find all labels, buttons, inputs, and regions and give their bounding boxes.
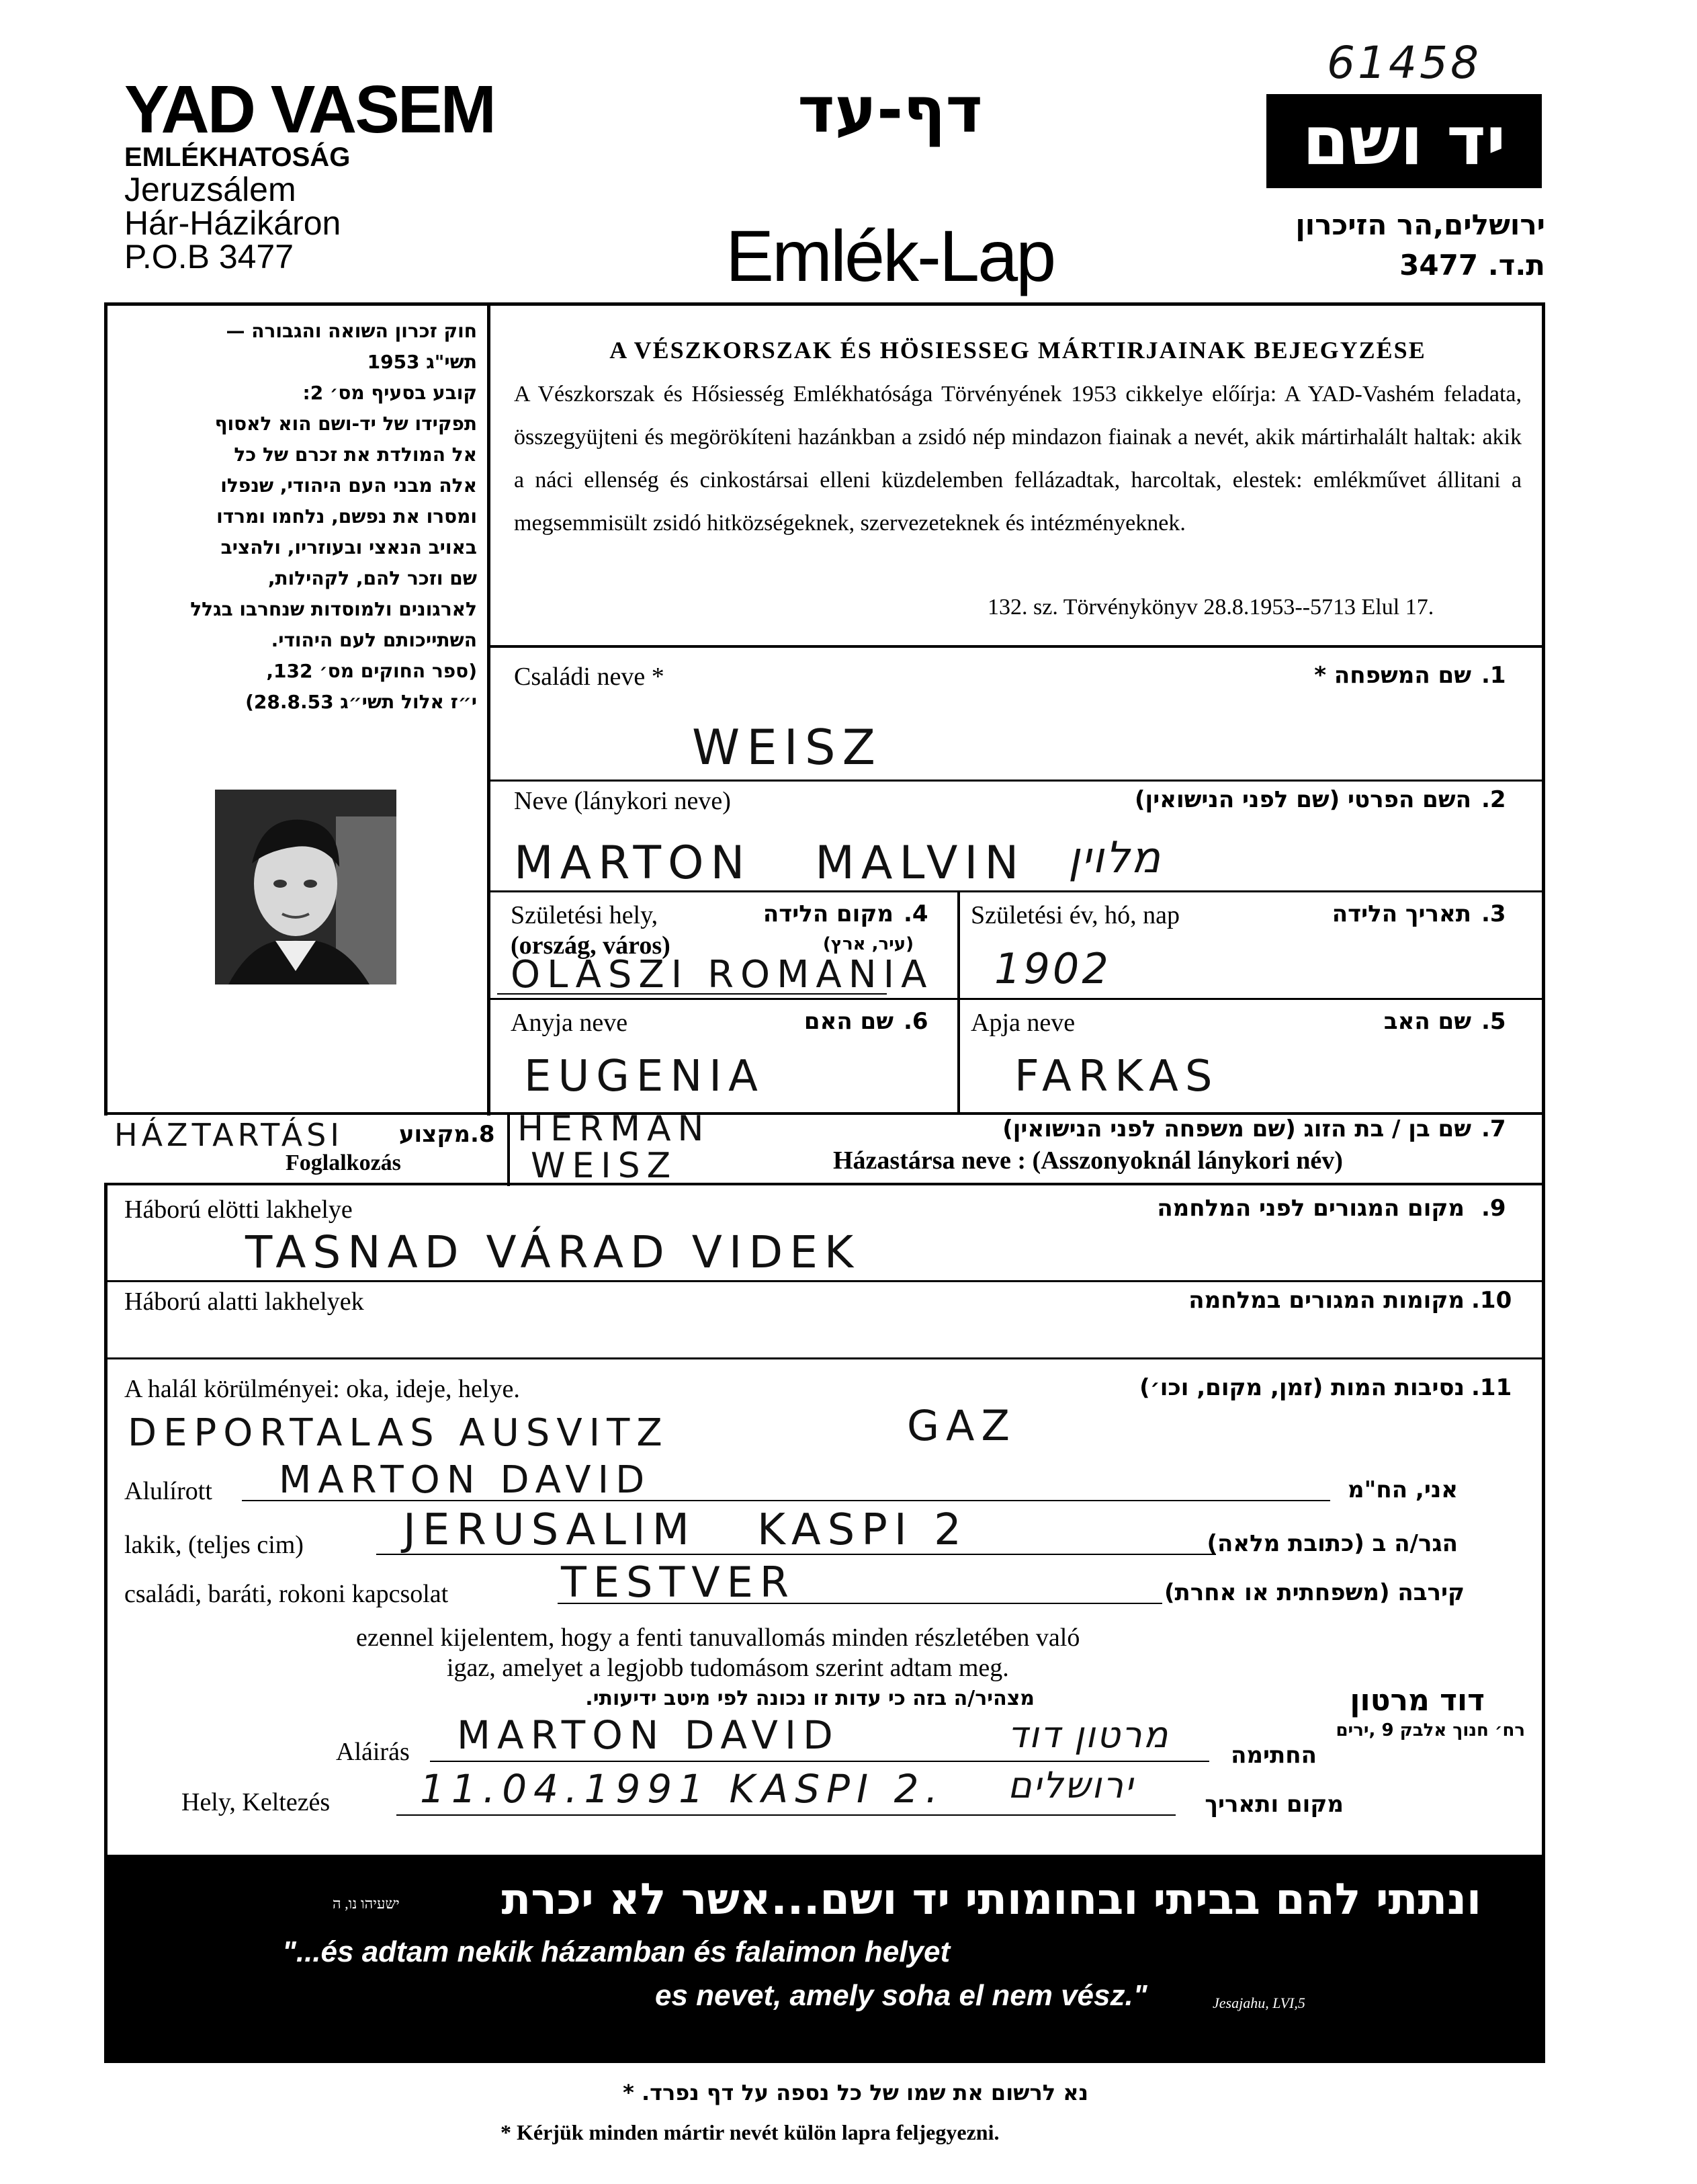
birthdate-heb-label: תאריך הלידה: [1332, 900, 1471, 927]
father-heb-label: שם האב: [1383, 1008, 1471, 1035]
place-date-heb-label: מקום ותאריך: [1205, 1791, 1344, 1818]
row6-line: [104, 1280, 1545, 1282]
law-line: קובע בסעיף מס׳ 2:: [302, 382, 477, 404]
org-pob: P.O.B 3477: [124, 238, 294, 276]
banner-hebrew-ref: ישעיהו נו, ה: [333, 1895, 400, 1912]
frame-top: [104, 302, 1545, 306]
occupation-heb-label: מקצוע: [398, 1121, 470, 1148]
victim-photo: [215, 790, 396, 984]
place-date-label: Hely, Keltezés: [181, 1788, 331, 1816]
row2-line: [487, 890, 1545, 892]
org-city: Jeruzsálem: [124, 171, 296, 208]
signature-label: Aláirás: [336, 1738, 410, 1766]
declaration-line-1: ezennel kijelentem, hogy a fenti tanuvallomás minden részletében való: [356, 1624, 1080, 1652]
law-line: חוק זכרון השואה והגבורה —: [226, 320, 477, 342]
law-line: תפקידו של יד-ושם הוא לאסוף: [214, 413, 477, 435]
mother-value[interactable]: EUGENIA: [524, 1052, 765, 1101]
spouse-label: Házastársa neve : (Asszonyoknál lánykori név): [833, 1146, 1343, 1175]
law-line: אל המולדת את זכרם של כל: [234, 444, 477, 466]
signature-heb-label: החתימה: [1231, 1742, 1317, 1769]
surname-heb-label: שם המשפחה *: [1314, 662, 1471, 689]
law-line: שם וזכר להם, לקהילות,: [267, 567, 477, 589]
prewar-residence-value[interactable]: TASNAD VÁRAD VIDEK: [245, 1226, 861, 1278]
first-name-num: .2: [1481, 786, 1506, 813]
banner-hungarian-2: es nevet, amely soha el nem vész.": [655, 1979, 1147, 2012]
occupation-value[interactable]: HÁZTARTÁSI: [114, 1117, 343, 1153]
hebrew-pob: ת.ד. 3477: [1399, 249, 1545, 282]
row5-line: [104, 1183, 1545, 1185]
death-circumstances-value[interactable]: DEPORTALAS AUSVITZ: [128, 1411, 669, 1455]
wartime-residence-heb-label: מקומות המגורים במלחמה: [1188, 1287, 1465, 1314]
portrait-image: [215, 790, 396, 984]
birthplace-num: .4: [904, 900, 928, 927]
signature-value[interactable]: MARTON DAVID: [457, 1712, 840, 1758]
undersigned-label: Alulírott: [124, 1477, 212, 1505]
birthplace-value[interactable]: OLASZI ROMANIA: [511, 953, 934, 997]
yad-vashem-logo: יד ושם: [1266, 94, 1542, 188]
relation-label: családi, baráti, rokoni kapcsolat: [124, 1580, 449, 1608]
birthplace-underline: [497, 993, 887, 995]
intro-citation: 132. sz. Törvénykönyv 28.8.1953--5713 Elul 17.: [988, 595, 1434, 620]
declaration-line-2: igaz, amelyet a legjobb tudomásom szerint adtam meg.: [447, 1654, 1009, 1682]
surname-value[interactable]: WEISZ: [692, 719, 882, 775]
undersigned-heb-label: אני, הח"מ: [1348, 1476, 1458, 1503]
stamp-name: דוד מרטון: [1350, 1683, 1485, 1718]
form-title: Emlék-Lap: [726, 215, 1055, 296]
banner-hungarian-1: "...és adtam nekik házamban és falaimon helyet: [282, 1935, 951, 1968]
law-line: תשי"ג 1953: [367, 351, 477, 373]
banner-hungarian-ref: Jesajahu, LVI,5: [1213, 1994, 1305, 2011]
death-circumstances-value-2[interactable]: GAZ: [907, 1401, 1016, 1450]
first-name-heb-label: השם הפרטי (שם לפני הנישואין): [1134, 786, 1471, 813]
intro-body: A Vészkorszak és Hősiesség Emlékhatósága Törvényének 1953 cikkelye előírja: A YAD-Vashém feladata, összegyüjteni és megörökíteni hazánkban a zsidó nép mindazon fiainak a nevét, akik mártirhalált haltak: akik a náci ellenség és cinkostársai elleni küzdelemben fellázadtak, harcoltak, elestek: emlékművet állitani a megsemmisült zsidó hitközségeknek, szervezeteknek és intézményeknek.: [514, 382, 1522, 536]
stamp-address: רח׳ חנוך אלבק 9 ,ירים: [1336, 1720, 1525, 1740]
death-circumstances-heb-label: נסיבות המות (זמן, מקום, וכו׳): [1139, 1374, 1465, 1401]
signature-underline: [430, 1761, 1209, 1762]
undersigned-value[interactable]: MARTON DAVID: [279, 1458, 652, 1502]
birthdate-num: .3: [1481, 900, 1506, 927]
mid-divider: [957, 890, 960, 1112]
wartime-residence-label: Háború alatti lakhelyek: [124, 1288, 364, 1316]
footer-hungarian-note: * Kérjük minden mártir nevét külön lapra feljegyezni.: [501, 2120, 1000, 2144]
relation-value[interactable]: TESTVER: [561, 1558, 795, 1607]
relation-heb-label: קירבה (משפחתית או אחרת): [1164, 1579, 1465, 1606]
law-line: ומסרו את נפשם, נלחמו ומרדו: [216, 505, 477, 528]
row4-line: [104, 1112, 1545, 1115]
quote-banner: [104, 1855, 1545, 2063]
prewar-residence-heb-label: מקום המגורים לפני המלחמה: [1157, 1195, 1465, 1222]
law-line: אלה מבני העם היהודי, שנפלו: [220, 474, 477, 497]
mother-heb-label: שם האם: [803, 1008, 894, 1035]
first-name-heb-value[interactable]: מלוין: [1068, 833, 1162, 883]
banner-hebrew-quote: ונתתי להם בביתי ובחומותי יד ושם...אשר לא יכרת: [501, 1875, 1481, 1925]
place-date-heb-value[interactable]: ירושלים: [1008, 1764, 1135, 1806]
org-place: Hár-Házikáron: [124, 204, 341, 242]
father-value[interactable]: FARKAS: [1014, 1052, 1219, 1101]
place-date-value[interactable]: 11.04.1991 KASPI 2.: [420, 1766, 945, 1812]
signature-heb-value[interactable]: מרטון דוד: [1008, 1714, 1170, 1756]
birthdate-label: Születési év, hó, nap: [971, 901, 1180, 929]
archive-number: 61458: [1327, 37, 1481, 89]
occupation-num: .8: [470, 1121, 495, 1148]
frame-sidebar-divider: [487, 302, 490, 1116]
law-line: באויב הנאצי ובעוזריו, ולהציב: [220, 536, 477, 558]
mother-label: Anyja neve: [511, 1009, 628, 1037]
birthplace-label: Születési hely,: [511, 901, 658, 929]
spouse-value-2[interactable]: WEISZ: [531, 1146, 678, 1186]
hebrew-address: ירושלים,הר הזיכרון: [1295, 208, 1545, 241]
father-num: .5: [1481, 1008, 1506, 1035]
wartime-residence-num: .10: [1471, 1287, 1512, 1314]
declaration-hebrew: מצהיר/ה בזה כי עדות זו נכונה לפי מיטב ידיעותי.: [585, 1687, 1035, 1710]
birthplace-heb-label-2: (עיר, ארץ): [822, 934, 914, 954]
law-line: י״ז אלול תשי״ג 28.8.53): [245, 691, 477, 713]
address-heb-label: הגר/ה ב (כתובת מלאה): [1207, 1530, 1458, 1557]
father-label: Apja neve: [971, 1009, 1076, 1037]
footer-hebrew-note: נא לרשום את שמו של כל נספה על דף נפרד. *: [623, 2080, 1088, 2105]
occupation-divider: [507, 1112, 510, 1186]
law-line: לארגונים ולמוסדות שנחרבו בגלל: [190, 598, 477, 620]
row7-line: [104, 1357, 1545, 1359]
prewar-residence-label: Háború elötti lakhelye: [124, 1195, 353, 1224]
first-name-label: Neve (lánykori neve): [514, 787, 731, 815]
death-circumstances-label: A halál körülményei: oka, ideje, helye.: [124, 1375, 520, 1403]
law-line: השתייכותם לעם היהודי.: [271, 629, 477, 651]
header-org-block: [124, 72, 494, 276]
address-value[interactable]: JERUSALIM KASPI 2: [403, 1505, 968, 1555]
first-name-value[interactable]: MARTON MALVIN: [514, 837, 1026, 890]
row1-line: [487, 780, 1545, 782]
spouse-heb-label: שם בן / בת הזוג (שם משפחה לפני הנישואין): [1002, 1116, 1471, 1142]
intro-title: A VÉSZKORSZAK ÉS HÖSIESSEG MÁRTIRJAINAK BEJEGYZÉSE: [609, 337, 1426, 364]
hebrew-title: דף-עד: [797, 74, 983, 147]
row3-line: [487, 998, 1545, 1000]
birthdate-value[interactable]: 1902: [994, 944, 1111, 993]
birthplace-heb-label: מקום הלידה: [763, 900, 894, 927]
place-date-underline: [396, 1814, 1176, 1816]
spouse-value-1[interactable]: HERMAN: [517, 1109, 711, 1149]
spouse-num: .7: [1481, 1116, 1506, 1142]
birthplace-label-2: (ország, város): [511, 931, 670, 960]
law-line: (ספר החוקים מס׳ 132,: [266, 660, 477, 682]
intro-bottom-line: [487, 645, 1545, 648]
prewar-residence-num: .9: [1481, 1195, 1506, 1222]
address-label: lakik, (teljes cim): [124, 1531, 304, 1559]
death-circumstances-num: .11: [1471, 1374, 1512, 1401]
frame-left: [104, 302, 107, 1116]
law-sidebar: [118, 316, 477, 718]
occupation-label: Foglalkozás: [286, 1150, 401, 1175]
org-name: YAD VASEM: [124, 72, 494, 147]
org-sub: EMLÉKHATOSÁG: [124, 142, 351, 172]
surname-num: .1: [1481, 662, 1506, 689]
surname-label: Családi neve *: [514, 663, 664, 691]
mother-num: .6: [904, 1008, 928, 1035]
